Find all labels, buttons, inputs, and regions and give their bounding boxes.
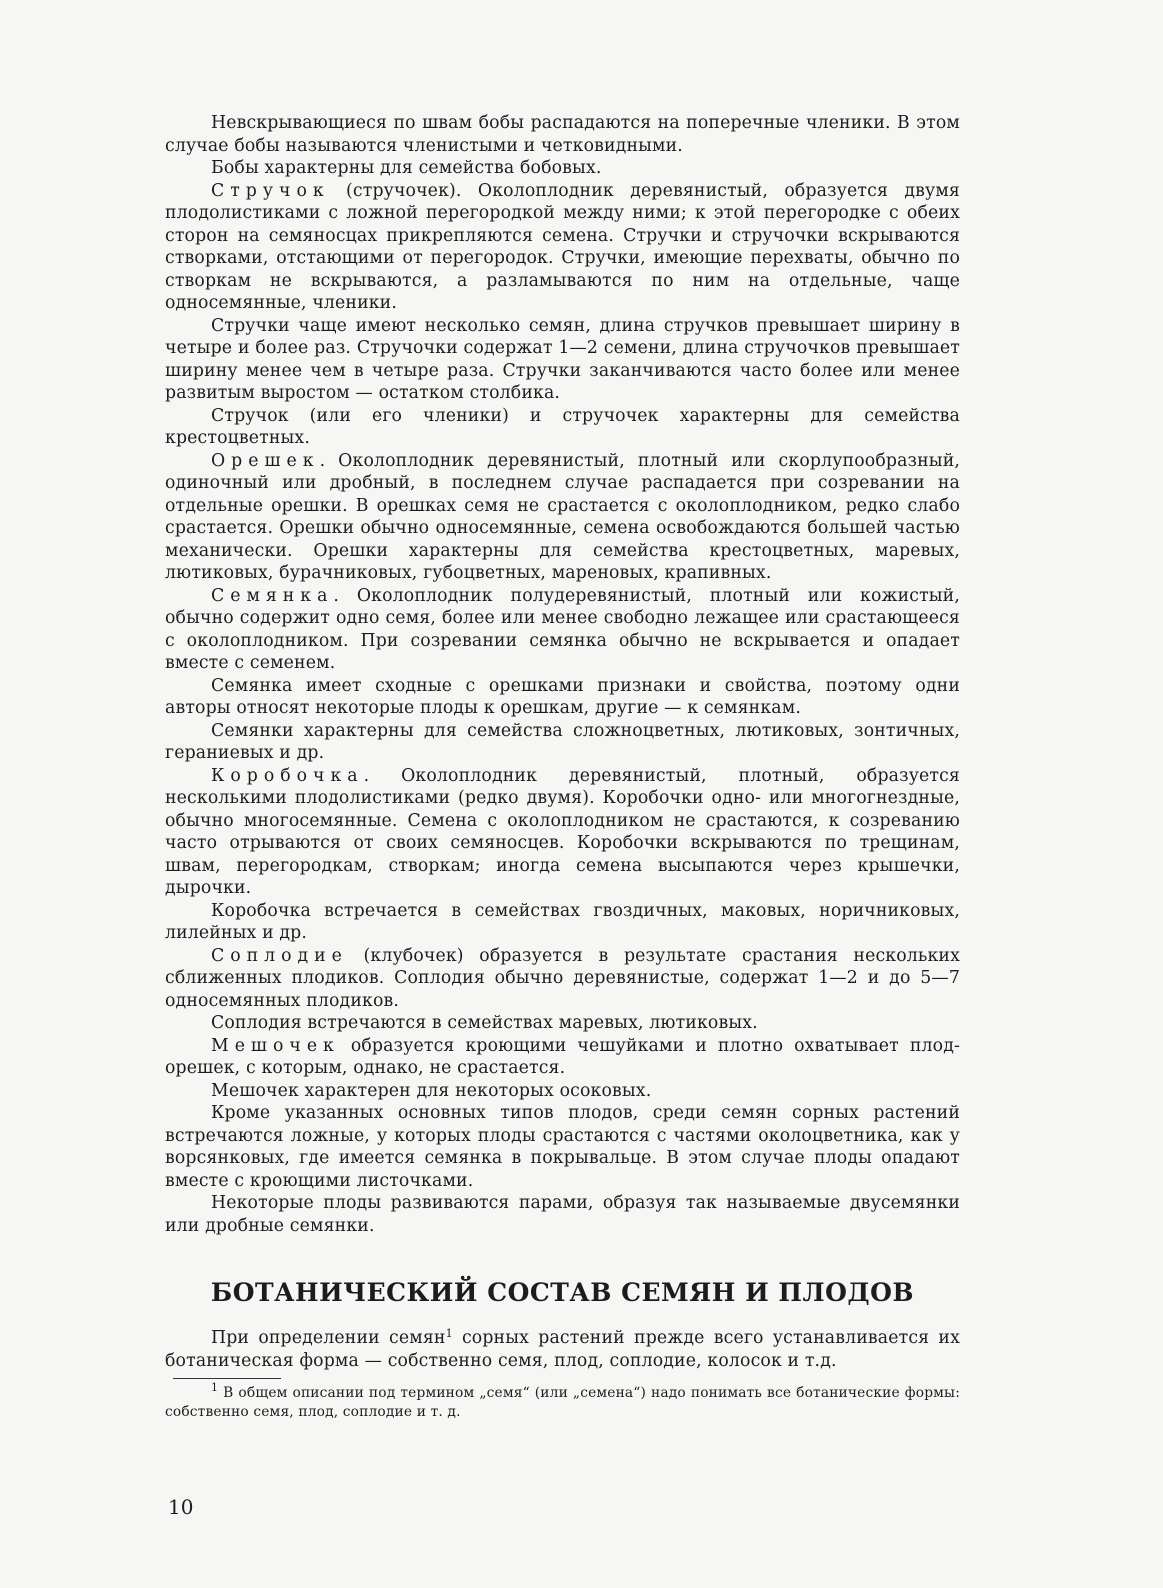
paragraph-text: (стручочек). Околоплодник деревянистый, образуется двумя плодолистиками с ложной перегородкой между ними; к этой перегородке с обеих сторон на семяносцах прикрепляются семена. Стручки и стручочки вскрываются створками, отстающими от перегородок. Стручки, имеющие перехваты, обычно по створкам не вскрываются, а разламываются по ним на отдельные, чаще односемянные, членики. <box>165 180 960 313</box>
paragraph <box>165 450 960 585</box>
paragraph-text: Семянка имеет сходные с орешками признаки и свойства, поэтому одни авторы относят некоторые плоды к орешкам, другие — к семянкам. <box>165 675 960 718</box>
paragraph-text: . Околоплодник деревянистый, плотный, образуется несколькими плодолистиками (редко двумя). Коробочки одно- или многогнездные, обычно многосемянные. Семена с околоплодником не срастаются, к созреванию часто отрываются от своих семяносцев. Коробочки вскрываются по трещинам, швам, перегородкам, створкам; иногда семена высыпаются через крышечки, дырочки. <box>165 765 960 898</box>
footnote-mark: 1 <box>211 1381 219 1394</box>
paragraph <box>165 900 960 945</box>
paragraph <box>165 585 960 675</box>
page-number: 10 <box>168 1495 194 1519</box>
paragraph-text: (клубочек) образуется в результате срастания нескольких сближенных плодиков. Соплодия обычно деревянистые, содержат 1—2 и до 5—7 односемянных плодиков. <box>165 945 960 1011</box>
paragraphs <box>165 112 960 1237</box>
footnote-text: В общем описании под термином „семя“ (или „семена“) надо понимать все ботанические формы: собственно семя, плод, соплодие и т. д. <box>165 1385 960 1420</box>
paragraph-text: образуется кроющими чешуйками и плотно охватывает плод-орешек, с которым, однако, не срастается. <box>165 1035 960 1078</box>
paragraph <box>165 1012 960 1035</box>
paragraph-text: Бобы характерны для семейства бобовых. <box>211 158 602 178</box>
paragraph-text: Мешочек характерен для некоторых осоковых. <box>211 1080 652 1101</box>
paragraph <box>165 720 960 765</box>
fruit-type-term: Семянка <box>211 585 334 606</box>
paragraph <box>165 112 960 157</box>
paragraph-text: . Околоплодник полудеревянистый, плотный или кожистый, обычно содержит одно семя, более или менее свободно лежащее или срастающееся с околоплодником. При созревании семянка обычно не вскрывается и опадает вместе с семенем. <box>165 585 960 673</box>
footnote-divider <box>173 1378 281 1379</box>
footnote <box>165 1381 960 1422</box>
fruit-type-term: Коробочка <box>211 765 364 786</box>
main-text <box>165 112 960 1422</box>
paragraph-text: Семянки характерны для семейства сложноцветных, лютиковых, зонтичных, гераниевых и др. <box>165 720 960 763</box>
paragraph-text: Кроме указанных основных типов плодов, среди семян сорных растений встречаются ложные, у которых плоды срастаются с частями околоцветника, как у ворсянковых, где имеется семянка в покрывальце. В этом случае плоды опадают вместе с кроющими листочками. <box>165 1103 960 1191</box>
paragraph <box>165 1192 960 1237</box>
paragraph-text: Стручки чаще имеют несколько семян, длина стручков превышает ширину в четыре и более раз. Стручочки содержат 1—2 семени, длина стручочков превышает ширину менее чем в четыре раза. Стручки заканчиваются часто более или менее развитым выростом — остатком столбика. <box>165 315 960 403</box>
section-heading: БОТАНИЧЕСКИЙ СОСТАВ СЕМЯН И ПЛОДОВ <box>210 1278 915 1307</box>
footnote-ref: 1 <box>445 1327 453 1340</box>
paragraph-text: . Околоплодник деревянистый, плотный или скорлупообразный, одиночный или дробный, в последнем случае распадается при созревании на отдельные орешки. В орешках семя не срастается с околоплодником, редко слабо срастается. Орешки обычно односемянные, семена освобождаются большей частью механически. Орешки характерны для семейства крестоцветных, маревых, лютиковых, бурачниковых, губоцветных, мареновых, крапивных. <box>165 450 960 583</box>
paragraph-text: Стручок (или его членики) и стручочек характерны для семейства крестоцветных. <box>165 405 960 448</box>
paragraph <box>165 945 960 1013</box>
paragraph-text: Коробочка встречается в семействах гвоздичных, маковых, норичниковых, лилейных и др. <box>165 900 960 943</box>
intro-text-start: При определении семян <box>211 1328 446 1348</box>
fruit-type-term: Соплодие <box>211 945 348 966</box>
paragraph-text: Соплодия встречаются в семействах маревых, лютиковых. <box>211 1013 758 1033</box>
intro-paragraph <box>165 1327 960 1372</box>
paragraph <box>165 180 960 315</box>
paragraph <box>165 1035 960 1080</box>
paragraph <box>165 1102 960 1192</box>
paragraph <box>165 405 960 450</box>
paragraph <box>165 315 960 405</box>
paragraph-text: Невскрывающиеся по швам бобы распадаются на поперечные членики. В этом случае бобы называются членистыми и четковидными. <box>165 113 960 156</box>
paragraph <box>165 1080 960 1103</box>
paragraph-text: Некоторые плоды развиваются парами, образуя так называемые двусемянки или дробные семянки. <box>165 1193 960 1236</box>
paragraph <box>165 157 960 180</box>
paragraph <box>165 765 960 900</box>
paragraph <box>165 675 960 720</box>
intro-text-end: сорных растений прежде всего устанавливается их ботаническая форма — собственно семя, плод, соплодие, колосок и т.д. <box>165 1328 960 1371</box>
fruit-type-term: Орешек <box>211 450 320 471</box>
fruit-type-term: Стручок <box>211 180 330 201</box>
fruit-type-term: Мешочек <box>211 1035 340 1056</box>
